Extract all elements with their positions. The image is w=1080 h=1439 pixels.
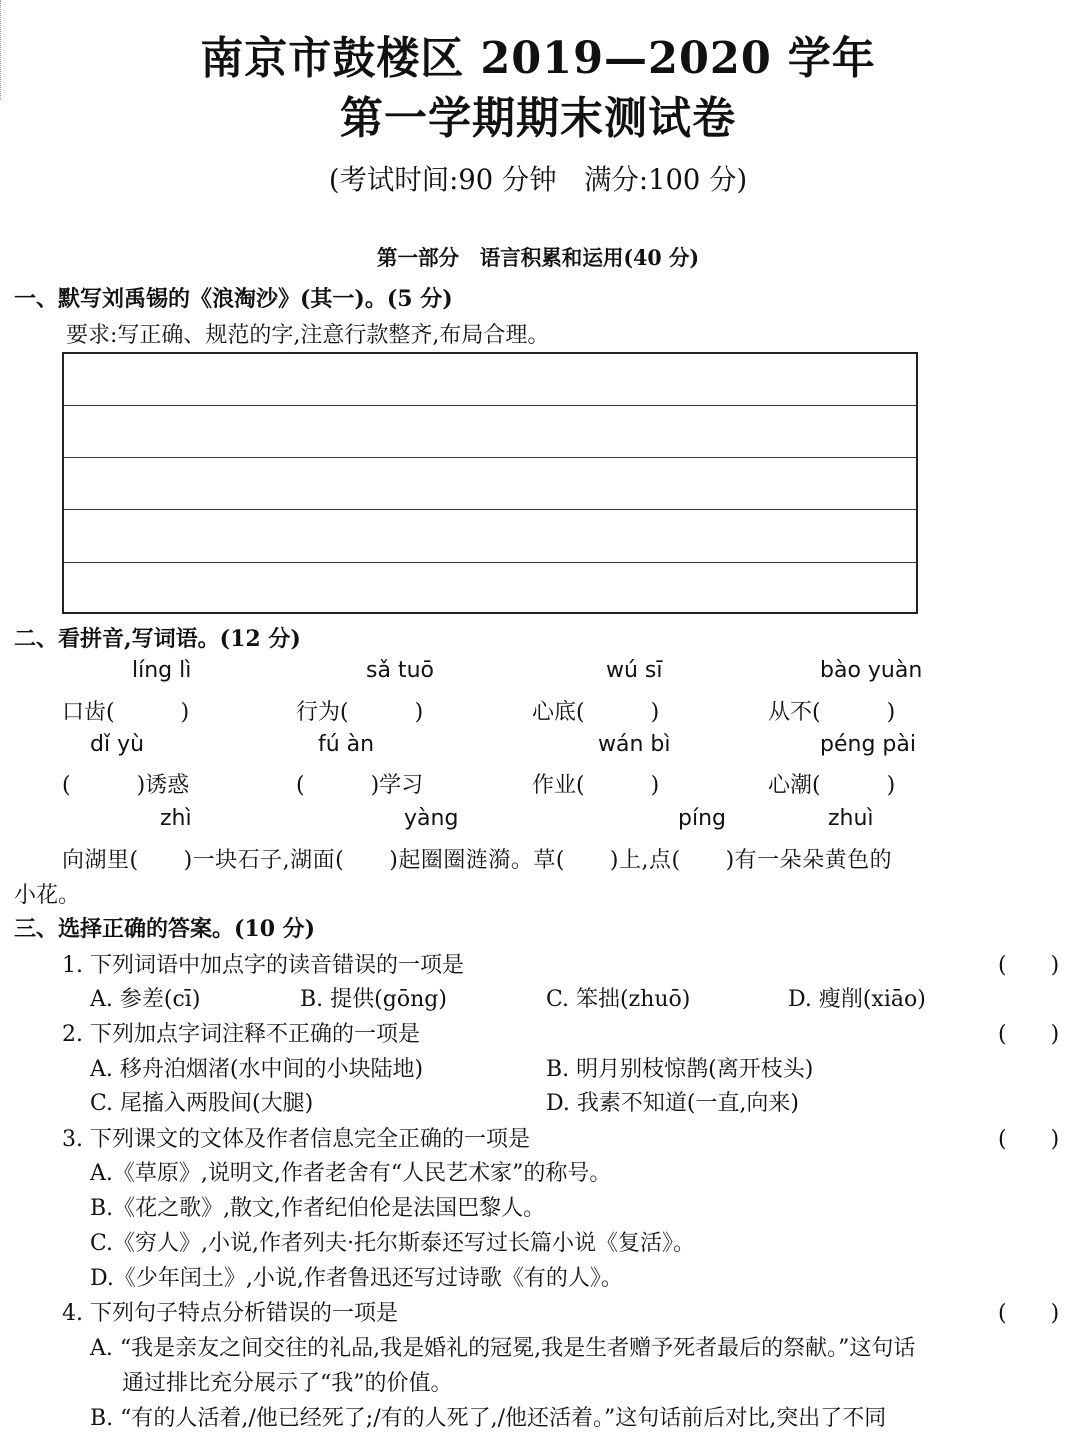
exam-title-line1: 南京市鼓楼区 2019—2020 学年 [200,33,876,84]
word-blank[interactable]: 从不( ) [768,700,896,725]
part1-heading: 第一部分 语言积累和运用(40 分) [376,245,700,270]
pinyin: wú sī [606,658,663,683]
answer-paren-1[interactable]: ( ) [998,953,1060,978]
exam-info: (考试时间:90 分钟 满分:100 分) [328,163,748,196]
option-2c[interactable]: C. 尾搐入两股间(大腿) [90,1091,314,1116]
option-1a[interactable]: A. 参差(cī) [90,987,201,1012]
writing-line [64,405,916,406]
pinyin: yàng [404,806,459,831]
question-stem-4: 4. 下列句子特点分析错误的一项是 [62,1301,398,1326]
pinyin: dǐ yù [90,732,145,757]
pinyin: líng lì [132,658,192,683]
option-3b[interactable]: B.《花之歌》,散文,作者纪伯伦是法国巴黎人。 [90,1196,546,1221]
option-4a-cont: 通过排比充分展示了“我”的价值。 [122,1371,453,1396]
pinyin: zhì [160,806,192,831]
pinyin: píng [678,806,726,831]
writing-line [64,457,916,458]
word-blank[interactable]: 心潮( ) [768,773,896,798]
question-stem-1: 1. 下列词语中加点字的读音错误的一项是 [62,953,464,978]
option-2b[interactable]: B. 明月别枝惊鹊(离开枝头) [546,1057,814,1082]
option-1c[interactable]: C. 笨拙(zhuō) [546,987,691,1012]
pinyin: bào yuàn [820,658,923,683]
word-blank[interactable]: 行为( ) [296,700,424,725]
writing-line [64,509,916,510]
q2-heading: 二、看拼音,写词语。(12 分) [14,626,301,652]
option-3d[interactable]: D.《少年闰土》,小说,作者鲁迅还写过诗歌《有的人》。 [90,1266,623,1291]
option-3a[interactable]: A.《草原》,说明文,作者老舍有“人民艺术家”的称号。 [90,1161,612,1186]
fill-sentence-end: 小花。 [14,883,81,908]
pinyin: sǎ tuō [366,658,434,683]
word-blank[interactable]: 心底( ) [532,700,660,725]
option-1d[interactable]: D. 瘦削(xiāo) [788,987,926,1012]
option-2d[interactable]: D. 我素不知道(一直,向来) [546,1091,800,1116]
writing-box[interactable] [62,352,918,614]
exam-title-line2: 第一学期期末测试卷 [339,93,737,144]
pinyin: wán bì [598,732,671,757]
pinyin: zhuì [828,806,874,831]
q1-heading: 一、默写刘禹锡的《浪淘沙》(其一)。(5 分) [14,286,453,312]
pinyin: péng pài [820,732,916,757]
option-4b[interactable]: B. “有的人活着,/他已经死了;/有的人死了,/他还活着。”这句话前后对比,突出了不同 [90,1406,887,1431]
word-blank[interactable]: ( )学习 [296,773,424,798]
question-stem-3: 3. 下列课文的文体及作者信息完全正确的一项是 [62,1127,530,1152]
question-stem-2: 2. 下列加点字词注释不正确的一项是 [62,1022,420,1047]
option-1b[interactable]: B. 提供(gōng) [300,987,447,1012]
pinyin: fú àn [318,732,375,757]
fill-sentence[interactable]: 向湖里( )一块石子,湖面( )起圈圈涟漪。草( )上,点( )有一朵朵黄色的 [62,848,893,873]
option-4a[interactable]: A. “我是亲友之间交往的礼品,我是婚礼的冠冕,我是生者赠予死者最后的祭献。”这句话 [90,1336,916,1361]
word-blank[interactable]: 作业( ) [532,773,660,798]
word-blank[interactable]: 口齿( ) [62,700,190,725]
writing-line [64,562,916,563]
answer-paren-3[interactable]: ( ) [998,1127,1060,1152]
answer-paren-2[interactable]: ( ) [998,1022,1060,1047]
answer-paren-4[interactable]: ( ) [998,1301,1060,1326]
q3-heading: 三、选择正确的答案。(10 分) [14,916,316,942]
option-3c[interactable]: C.《穷人》,小说,作者列夫·托尔斯泰还写过长篇小说《复活》。 [90,1231,696,1256]
option-2a[interactable]: A. 移舟泊烟渚(水中间的小块陆地) [90,1057,424,1082]
word-blank[interactable]: ( )诱惑 [62,773,190,798]
q1-requirement: 要求:写正确、规范的字,注意行款整齐,布局合理。 [66,323,550,348]
